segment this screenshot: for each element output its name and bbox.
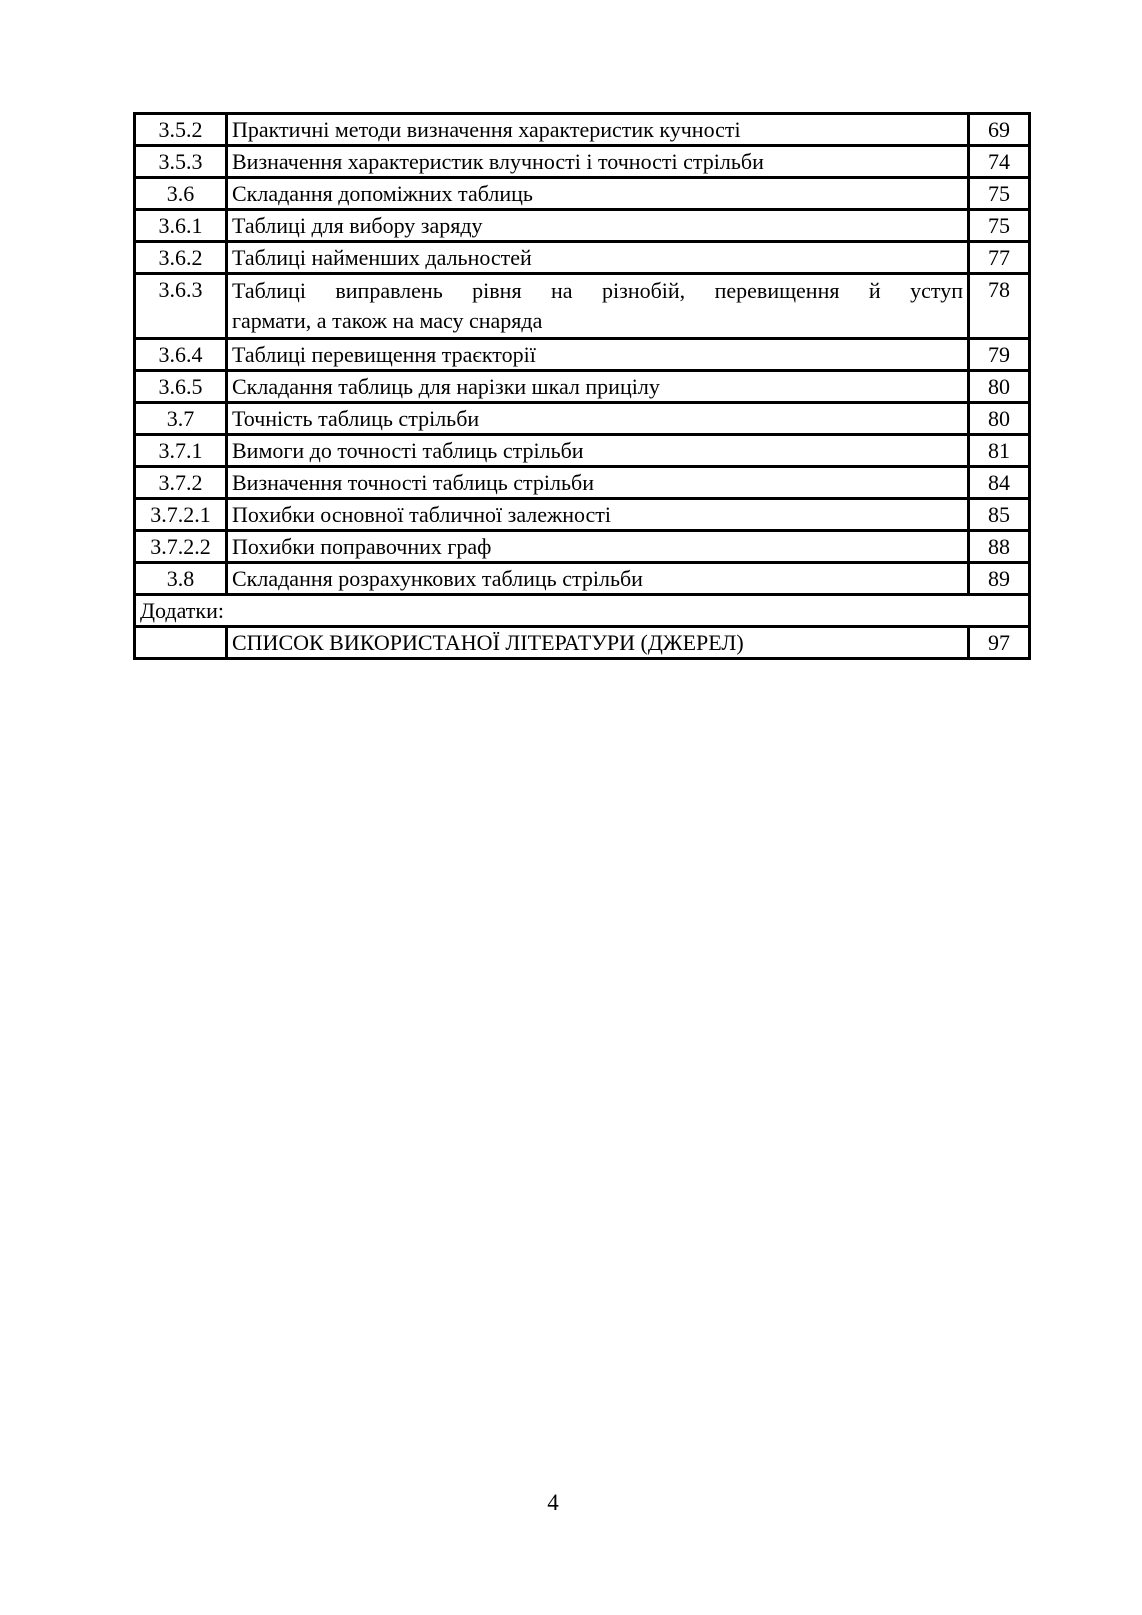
toc-row-page: 89: [969, 563, 1030, 595]
toc-row-number: 3.6.4: [135, 339, 227, 371]
toc-row: [135, 339, 1030, 371]
toc-row-title: Складання допоміжних таблиць: [227, 178, 969, 210]
toc-row: [135, 563, 1030, 595]
toc-row-page: 85: [969, 499, 1030, 531]
toc-row-title: Точність таблиць стрільби: [227, 403, 969, 435]
toc-row-number: 3.7.2.2: [135, 531, 227, 563]
table-of-contents: [133, 112, 1031, 660]
toc-row-page: 80: [969, 371, 1030, 403]
toc-row-number: 3.6.2: [135, 242, 227, 274]
toc-row-title: Таблиці для вибору заряду: [227, 210, 969, 242]
toc-row: [135, 210, 1030, 242]
toc-row-page: 69: [969, 114, 1030, 146]
toc-row: [135, 274, 1030, 339]
toc-row-page: 75: [969, 178, 1030, 210]
toc-row: [135, 435, 1030, 467]
toc-row-title: Похибки поправочних граф: [227, 531, 969, 563]
toc-row-title: Похибки основної табличної залежності: [227, 499, 969, 531]
toc-row-page: 88: [969, 531, 1030, 563]
toc-row-title: Складання таблиць для нарізки шкал прицілу: [227, 371, 969, 403]
toc-row-title: Складання розрахункових таблиць стрільби: [227, 563, 969, 595]
toc-row: [135, 146, 1030, 178]
toc-row-page: 81: [969, 435, 1030, 467]
toc-row: [135, 627, 1030, 659]
toc-row: [135, 114, 1030, 146]
toc-row-page: 79: [969, 339, 1030, 371]
toc-row-title: Таблиці найменших дальностей: [227, 242, 969, 274]
toc-row-title: Визначення точності таблиць стрільби: [227, 467, 969, 499]
toc-row-number: 3.7.2: [135, 467, 227, 499]
toc-row-title: Таблиці перевищення траєкторії: [227, 339, 969, 371]
toc-row-title-line: гармати, а також на масу снаряда: [232, 308, 543, 333]
toc-row-title: Визначення характеристик влучності і точності стрільби: [227, 146, 969, 178]
toc-row: [135, 595, 1030, 627]
toc-row-number: 3.6.5: [135, 371, 227, 403]
toc-row: [135, 178, 1030, 210]
toc-row-page: 97: [969, 627, 1030, 659]
toc-row-number: 3.6: [135, 178, 227, 210]
toc-table-body: [135, 114, 1030, 659]
toc-row-page: 74: [969, 146, 1030, 178]
toc-row-page: 78: [969, 274, 1030, 339]
toc-row-page: 84: [969, 467, 1030, 499]
toc-row: [135, 403, 1030, 435]
toc-row-title-line: Таблиці виправлень рівня на різнобій, перевищення й уступ: [232, 278, 963, 303]
toc-row: [135, 531, 1030, 563]
toc-section-label: Додатки:: [135, 595, 1030, 627]
toc-row: [135, 499, 1030, 531]
toc-row-page: 75: [969, 210, 1030, 242]
toc-row: [135, 242, 1030, 274]
toc-row-number: 3.5.3: [135, 146, 227, 178]
page-number: 4: [547, 1490, 559, 1515]
toc-row-title: СПИСОК ВИКОРИСТАНОЇ ЛІТЕРАТУРИ (ДЖЕРЕЛ): [227, 627, 969, 659]
toc-row-title: [227, 274, 969, 339]
toc-row-title: Практичні методи визначення характеристик кучності: [227, 114, 969, 146]
toc-row: [135, 371, 1030, 403]
toc-row-number: 3.7: [135, 403, 227, 435]
toc-row-number: 3.7.2.1: [135, 499, 227, 531]
toc-row-number: 3.6.3: [135, 274, 227, 339]
toc-row-page: 80: [969, 403, 1030, 435]
toc-row-number: 3.8: [135, 563, 227, 595]
toc-row-number: [135, 627, 227, 659]
toc-row-number: 3.5.2: [135, 114, 227, 146]
toc-row-number: 3.6.1: [135, 210, 227, 242]
toc-row: [135, 467, 1030, 499]
toc-row-number: 3.7.1: [135, 435, 227, 467]
toc-row-page: 77: [969, 242, 1030, 274]
toc-row-title: Вимоги до точності таблиць стрільби: [227, 435, 969, 467]
